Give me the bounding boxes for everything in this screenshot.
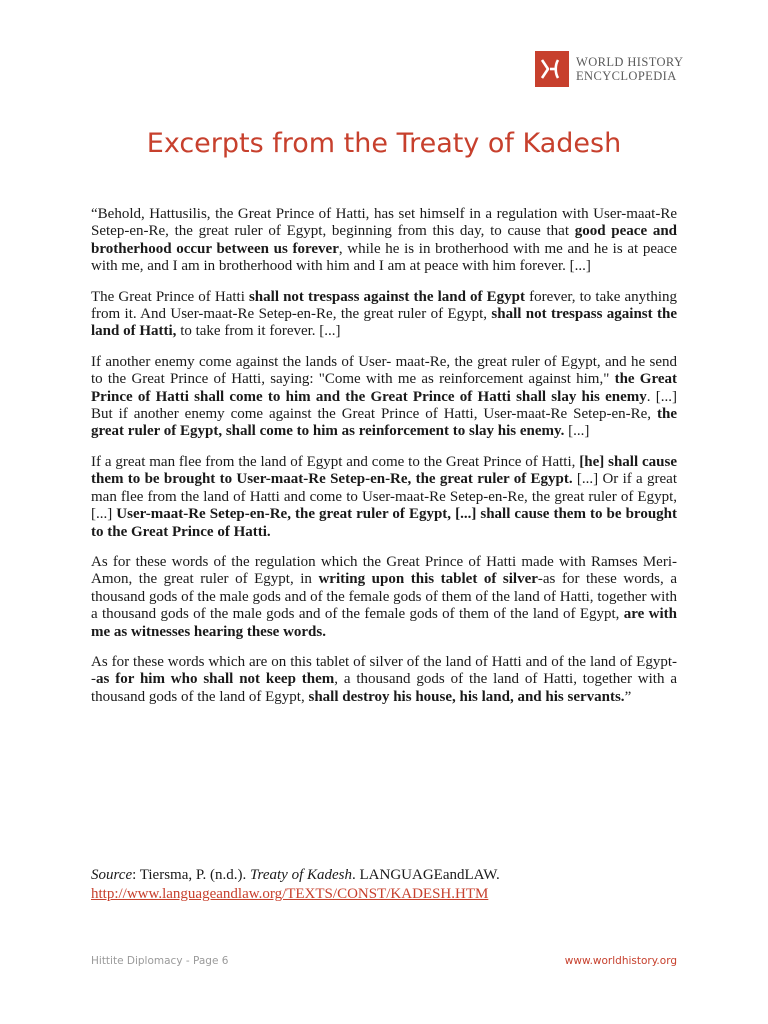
text-segment: As for these words of the regulation which the Great Prince of Hatti made with Ramses Meri-Amon, the great ruler of Egypt, in (91, 553, 677, 588)
text-segment: . [...] But if another enemy come against the Great Prince of Hatti, User-maat-Re Setep-en-Re, (91, 388, 677, 423)
bold-segment: good peace and brotherhood occur between us forever (91, 223, 678, 257)
bold-segment: User-maat-Re Setep-en-Re, the great ruler of Egypt, [...] shall cause them to be brought to the Great Prince of Hatti. (91, 506, 677, 540)
text-segment: [...] (564, 423, 590, 440)
bold-segment: the Great Prince of Hatti shall come to him and the Great Prince of Hatti shall slay his enemy (91, 371, 678, 405)
page-title: Excerpts from the Treaty of Kadesh (146, 128, 622, 159)
wave-arrow-icon (535, 51, 569, 87)
bold-segment: shall not trespass against the land of Hatti, (91, 306, 677, 340)
treaty-paragraph (91, 654, 677, 706)
text-segment: [...] Or if a great man flee from the land of Hatti and come to User-maat-Re Setep-en-Re, the great ruler of Egypt, [...] (91, 471, 677, 523)
text-segment: , while he is in brotherhood with me and he is at peace with me, and I am in brotherhood with him and I am at peace with him forever. [...] (91, 240, 677, 275)
source-work-title: Treaty of Kadesh (250, 867, 352, 883)
source-line (91, 866, 677, 885)
bold-segment: as for him who shall not keep them (96, 671, 335, 688)
bold-segment: shall not trespass against the land of Egypt (248, 288, 525, 305)
source-text-before: : Tiersma, P. (n.d.). (132, 867, 251, 883)
bold-segment: the great ruler of Egypt, shall come to him as reinforcement to slay his enemy. (91, 406, 677, 440)
treaty-paragraph (91, 354, 677, 441)
bold-segment: [he] shall cause them to be brought to User-maat-Re Setep-en-Re, the great ruler of Egypt. (91, 453, 677, 488)
text-segment: , a thousand gods of the land of Hatti, together with a thousand gods of the land of Egypt, (91, 671, 677, 705)
source-citation (91, 866, 677, 904)
text-segment: As for these words which are on this tablet of silver of the land of Hatti and of the land of Egypt-- (91, 653, 677, 688)
text-segment: “Behold, Hattusilis, the Great Prince of Hatti, has set himself in a regulation with User-maat-Re Setep-en-Re, the great ruler of Egypt, beginning from this day, to cause that (91, 206, 677, 240)
bold-segment: shall destroy his house, his land, and his servants. (308, 688, 625, 705)
footer-site-link[interactable]: www.worldhistory.org (564, 955, 677, 967)
source-link[interactable]: http://www.languageandlaw.org/TEXTS/CONST/KADESH.HTM (91, 886, 489, 902)
source-text-after: . LANGUAGEandLAW. (352, 867, 500, 883)
text-segment: The Great Prince of Hatti (91, 288, 249, 305)
treaty-paragraph (91, 454, 677, 541)
treaty-text (91, 206, 677, 719)
text-segment: to take from it forever. [...] (176, 323, 341, 340)
treaty-paragraph (91, 554, 677, 641)
logo-line-1: WORLD HISTORY (576, 55, 684, 69)
bold-segment: are with me as witnesses hearing these words. (91, 606, 677, 640)
treaty-paragraph (91, 289, 677, 341)
bold-segment: writing upon this tablet of silver (318, 571, 538, 588)
text-segment: -as for these words, a thousand gods of the male gods and of the female gods of them of the land of Hatti, together with a thousand gods of the male gods and of the female gods of them of the land of Egypt, (91, 571, 677, 623)
text-segment: forever, to take anything from it. And User-maat-Re Setep-en-Re, the great ruler of Egypt, (91, 288, 677, 323)
text-segment: If another enemy come against the lands of User- maat-Re, the great ruler of Egypt, and he send to the Great Prince of Hatti, saying: "Come with me as reinforcement against him," (91, 353, 677, 388)
source-label: Source (91, 867, 133, 883)
site-logo[interactable] (535, 51, 683, 87)
text-segment: If a great man flee from the land of Egypt and come to the Great Prince of Hatti, (91, 453, 580, 470)
logo-line-2: ENCYCLOPEDIA (576, 69, 677, 83)
footer-page-label: Hittite Diplomacy - Page 6 (91, 955, 229, 967)
treaty-paragraph (91, 206, 677, 276)
text-segment: ” (624, 688, 632, 705)
logo-wordmark (576, 55, 683, 83)
